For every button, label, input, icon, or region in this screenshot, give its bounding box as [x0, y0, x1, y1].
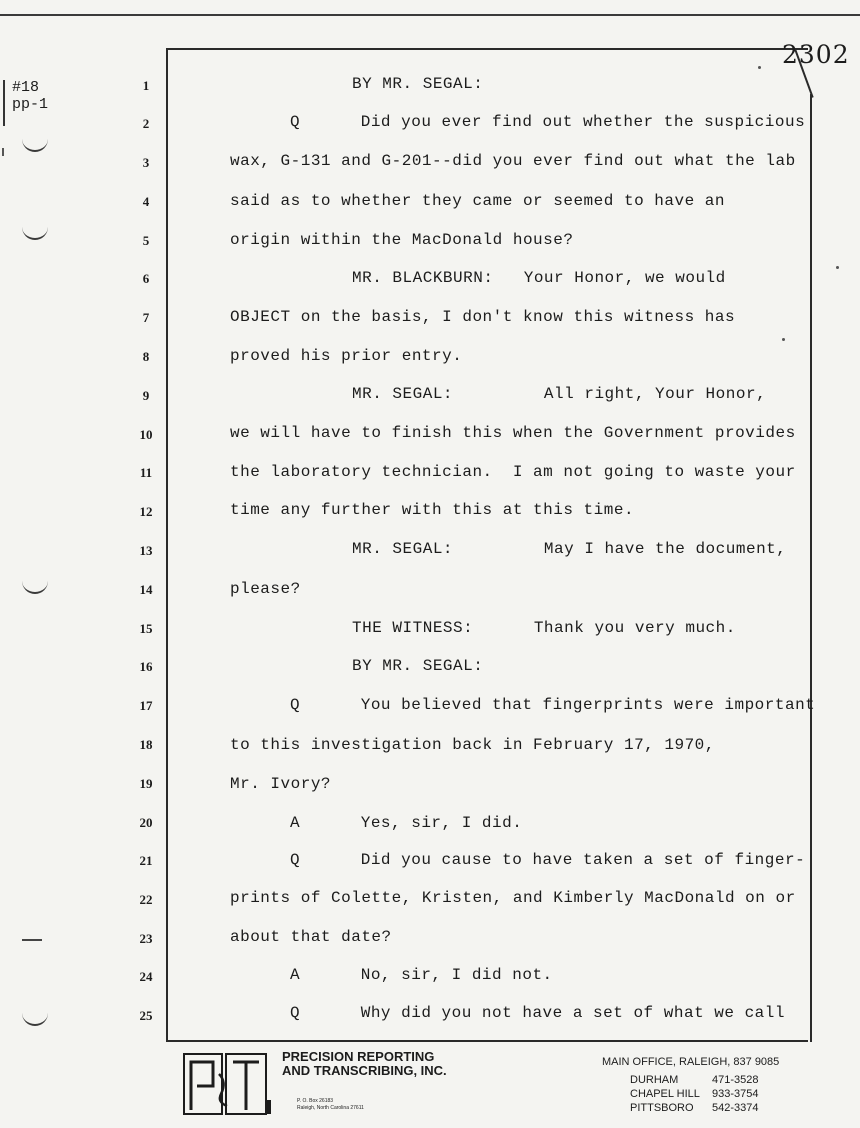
line-number: 18 [139, 737, 153, 752]
office-city: PITTSBORO [630, 1102, 694, 1114]
office-city: CHAPEL HILL [630, 1088, 700, 1100]
line-number: 17 [139, 698, 153, 713]
transcript-line: BY MR. SEGAL: [352, 657, 484, 675]
transcript-line: prints of Colette, Kristen, and Kimberly MacDonald on or [230, 889, 796, 907]
line-number: 24 [139, 969, 153, 984]
line-number: 15 [139, 621, 153, 636]
line-number: 6 [142, 271, 150, 286]
transcript-line: we will have to finish this when the Government provides [230, 424, 796, 442]
line-number: 3 [142, 155, 150, 170]
transcript-line: MR. SEGAL: May I have the document, [352, 540, 787, 558]
office-phone: 471-3528 [712, 1074, 759, 1086]
transcript-line: THE WITNESS: Thank you very much. [352, 619, 736, 637]
line-number: 10 [139, 427, 153, 442]
transcript-line: Q Did you cause to have taken a set of finger- [290, 851, 806, 869]
transcript-line: about that date? [230, 928, 392, 946]
punch-hole-mark [22, 138, 48, 152]
margin-tick [2, 148, 4, 156]
transcript-line: wax, G-131 and G-201--did you ever find out what the lab [230, 152, 796, 170]
line-number: 5 [142, 233, 150, 248]
transcript-line: OBJECT on the basis, I don't know this witness has [230, 308, 736, 326]
line-number: 1 [142, 78, 150, 93]
line-number: 20 [139, 815, 153, 830]
office-city: DURHAM [630, 1074, 679, 1086]
transcript-line: to this investigation back in February 17, 1970, [230, 736, 715, 754]
punch-hole-mark [22, 939, 42, 941]
margin-note-exhibit: #18 [12, 79, 40, 96]
line-number: 7 [142, 310, 150, 325]
transcript-line: time any further with this at this time. [230, 501, 635, 519]
logo-lettering: P&T [223, 1092, 225, 1093]
page-number: 2302 [782, 40, 850, 69]
company-name [282, 1050, 447, 1078]
transcript-line: MR. BLACKBURN: Your Honor, we would [352, 269, 726, 287]
line-number: 4 [142, 194, 150, 209]
transcript-line: A Yes, sir, I did. [290, 814, 523, 832]
company-logo [183, 1052, 271, 1116]
transcript-line: MR. SEGAL: All right, Your Honor, [352, 385, 767, 403]
line-number: 11 [139, 465, 153, 480]
margin-bar [3, 80, 5, 126]
company-address [297, 1098, 364, 1112]
transcript-line: Q Did you ever find out whether the suspicious [290, 113, 806, 131]
line-number: 13 [139, 543, 153, 558]
transcript-line: proved his prior entry. [230, 347, 463, 365]
company-name-line-1: PRECISION REPORTING [282, 1049, 435, 1064]
line-number: 9 [142, 388, 150, 403]
office-phone: 542-3374 [712, 1102, 759, 1114]
transcript-line: Q You believed that fingerprints were important [290, 696, 816, 714]
transcript-line: Q Why did you not have a set of what we call [290, 1004, 785, 1022]
main-office: MAIN OFFICE, RALEIGH, 837 9085 [602, 1056, 780, 1068]
line-number: 25 [139, 1008, 153, 1023]
transcript-frame-right [810, 94, 812, 1042]
transcript-line: please? [230, 580, 301, 598]
address-line-1: P. O. Box 26183 [297, 1098, 334, 1104]
transcript-line: said as to whether they came or seemed to have an [230, 192, 725, 210]
line-number: 16 [139, 659, 153, 674]
transcript-line: Mr. Ivory? [230, 775, 332, 793]
line-number: 22 [139, 892, 153, 907]
transcript-line: BY MR. SEGAL: [352, 75, 484, 93]
ink-speck [758, 66, 761, 69]
line-number: 23 [139, 931, 153, 946]
line-number: 8 [142, 349, 150, 364]
line-number: 14 [139, 582, 153, 597]
line-number: 21 [139, 853, 153, 868]
top-rule [0, 14, 860, 16]
line-number: 19 [139, 776, 153, 791]
transcript-line: origin within the MacDonald house? [230, 231, 574, 249]
office-phone: 933-3754 [712, 1088, 759, 1100]
company-name-line-2: AND TRANSCRIBING, INC. [282, 1063, 447, 1078]
ink-speck [836, 266, 839, 269]
punch-hole-mark [22, 226, 48, 240]
address-line-2: Raleigh, North Carolina 27611 [297, 1105, 364, 1111]
line-number: 2 [142, 116, 150, 131]
punch-hole-mark [22, 580, 48, 594]
margin-note-pages: pp-1 [12, 96, 49, 113]
transcript-line: the laboratory technician. I am not going to waste your [230, 463, 796, 481]
ink-speck [782, 338, 785, 341]
line-number: 12 [139, 504, 153, 519]
punch-hole-mark [22, 1012, 48, 1026]
transcript-line: A No, sir, I did not. [290, 966, 553, 984]
